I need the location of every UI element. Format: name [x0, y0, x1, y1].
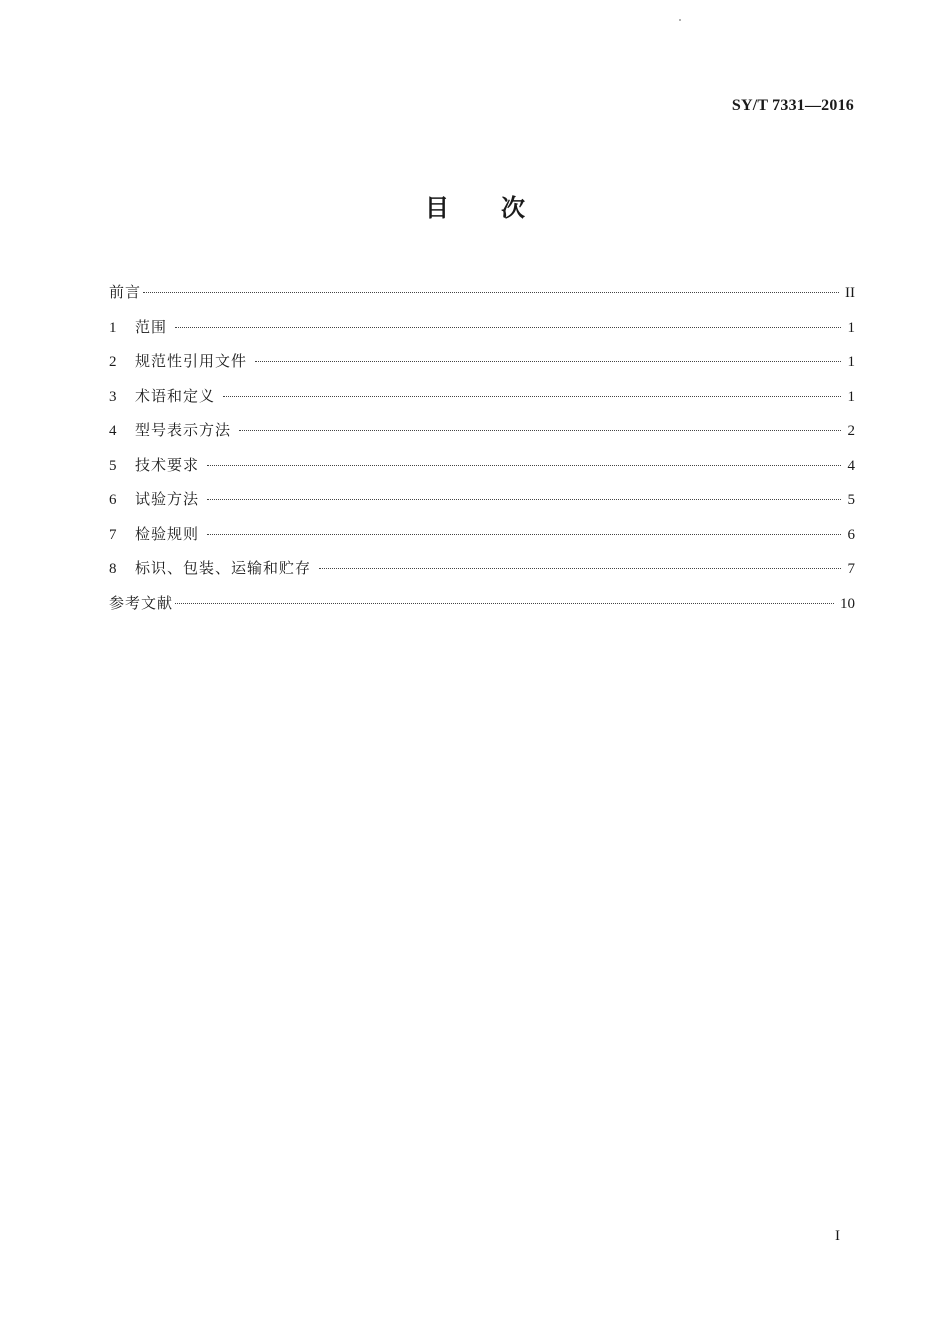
- toc-entry-title: 前言: [109, 283, 142, 301]
- toc-leader-dots: [207, 534, 841, 535]
- toc-entry-4[interactable]: [109, 419, 855, 454]
- toc-entry-number: 8: [109, 561, 117, 577]
- toc-entry-3[interactable]: [109, 385, 855, 420]
- toc-entry-number: 2: [109, 354, 117, 370]
- toc-entry-6[interactable]: [109, 488, 855, 523]
- toc-entry-page: 7: [847, 561, 855, 577]
- toc-entry-references[interactable]: [109, 592, 855, 627]
- toc-leader-dots: [255, 361, 841, 362]
- toc-entry-page: II: [845, 285, 855, 301]
- toc-entry-title: 标识、包装、运输和贮存: [135, 559, 312, 577]
- toc-leader-dots: [223, 396, 841, 397]
- toc-entry-title: 范围: [135, 317, 168, 336]
- toc-entry-foreword[interactable]: [109, 281, 855, 316]
- toc-entry-7[interactable]: [109, 523, 855, 558]
- toc-entry-page: 1: [847, 354, 855, 370]
- toc-entry-title: 术语和定义: [135, 386, 216, 405]
- toc-entry-page: 4: [847, 457, 855, 474]
- toc-entry-page: 2: [847, 423, 855, 439]
- toc-leader-dots: [207, 465, 841, 466]
- toc-leader-dots: [175, 603, 834, 604]
- toc-entry-number: 4: [109, 423, 117, 439]
- toc-entry-title: 规范性引用文件: [135, 352, 248, 370]
- toc-leader-dots: [207, 499, 841, 500]
- toc-leader-dots: [239, 430, 841, 431]
- toc-entry-number: 3: [109, 388, 117, 405]
- toc-entry-number: 1: [109, 319, 117, 336]
- scan-speck: [679, 19, 681, 21]
- toc-entry-5[interactable]: [109, 454, 855, 489]
- toc-entry-page: 1: [847, 319, 855, 336]
- toc-entry-number: 5: [109, 457, 117, 474]
- toc-entry-2[interactable]: [109, 350, 855, 385]
- table-of-contents: [109, 281, 855, 626]
- toc-entry-title: 技术要求: [135, 455, 200, 474]
- toc-entry-1[interactable]: [109, 316, 855, 351]
- toc-entry-title: 参考文献: [109, 593, 174, 612]
- page-title: 目次: [425, 194, 577, 222]
- toc-entry-title: 型号表示方法: [135, 421, 232, 439]
- toc-entry-page: 5: [847, 492, 855, 508]
- toc-entry-number: 7: [109, 526, 117, 543]
- toc-entry-title: 检验规则: [135, 524, 200, 543]
- toc-entry-number: 6: [109, 492, 117, 508]
- toc-leader-dots: [319, 568, 841, 569]
- toc-entry-page: 10: [840, 595, 855, 612]
- toc-entry-page: 1: [847, 388, 855, 405]
- toc-leader-dots: [175, 327, 841, 328]
- toc-entry-page: 6: [847, 526, 855, 543]
- toc-entry-8[interactable]: [109, 557, 855, 592]
- toc-leader-dots: [143, 292, 839, 293]
- standard-number: SY/T 7331—2016: [731, 97, 854, 114]
- page-number: I: [835, 1228, 840, 1244]
- toc-entry-title: 试验方法: [135, 490, 200, 508]
